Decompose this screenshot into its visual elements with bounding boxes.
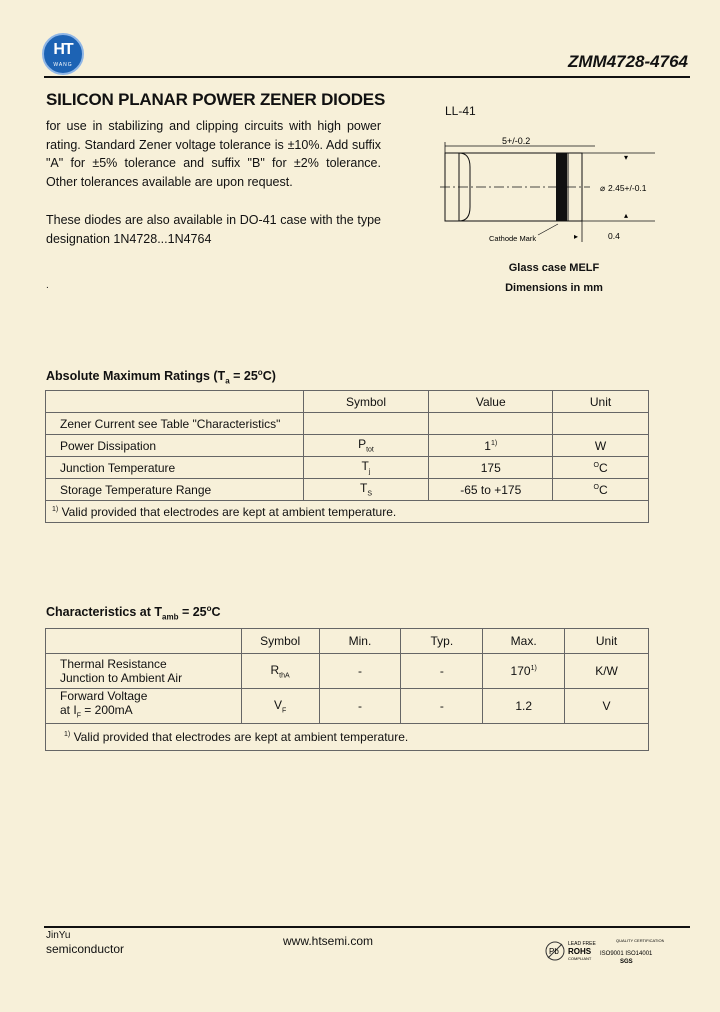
cert-iso: ISO9001 ISO14001 [600, 951, 653, 957]
unit: V [565, 689, 649, 724]
characteristics-table [45, 628, 649, 751]
company-logo [42, 33, 84, 75]
symbol: $T_j$ [303, 457, 429, 479]
stray-dot: . [46, 280, 49, 291]
logo-text: HT [53, 41, 73, 58]
diam-arrow-bottom: ▴ [624, 211, 629, 220]
description-para-2: These diodes are also available in DO-41 case with the type designation 1N4728...1N4764 [46, 213, 381, 246]
table-row [46, 654, 649, 689]
length-dim-label: 5+/-0.2 [502, 136, 531, 146]
value: 175 [429, 457, 553, 479]
website-link[interactable]: www.htsemi.com [283, 934, 374, 948]
header-typ: Typ. [401, 629, 483, 654]
band-arrow: ▸ [574, 232, 579, 241]
unit: K/W [565, 654, 649, 689]
diam-arrow-top: ▾ [624, 153, 629, 162]
max: 1.2 [483, 689, 565, 724]
header-unit: Unit [565, 629, 649, 654]
table-row [46, 457, 649, 479]
cert-lead-free: LEAD FREE [568, 941, 596, 947]
cert-compliant: COMPLIANT [568, 956, 592, 961]
company-name: JinYu [46, 930, 71, 941]
header-min: Min. [319, 629, 401, 654]
certification-marks [544, 936, 664, 966]
description-para-1: for use in stabilizing and clipping circuits with high power rating. Standard Zener voltage tolerance is ±10%. Add suffix "A" for ±5% tolerance and suffix "B" for ±2% tolerance. Other tolerances available are upon request. [46, 119, 381, 189]
diam-symbol: ⌀ [600, 183, 606, 193]
caption-dimensions: Dimensions in mm [505, 282, 603, 294]
cert-rohs: ROHS [568, 947, 592, 956]
pb-symbol: Pb [549, 947, 559, 956]
typ: - [401, 689, 483, 724]
param: Thermal Resistance Junction to Ambient Air [46, 654, 242, 689]
typ: - [401, 654, 483, 689]
cathode-label: Cathode Mark [489, 234, 537, 243]
cathode-leader [538, 224, 558, 235]
cert-sgs: SGS [620, 959, 633, 965]
unit: W [553, 435, 649, 457]
symbol [303, 413, 429, 435]
table-row [46, 413, 649, 435]
table-note-row [46, 724, 649, 751]
symbol: $P_{tot}$ [303, 435, 429, 457]
table-note-row [46, 501, 649, 523]
package-name: LL-41 [445, 104, 476, 118]
company-type: semiconductor [46, 942, 125, 956]
table-row [46, 479, 649, 501]
header-max: Max. [483, 629, 565, 654]
header-symbol: Symbol [303, 391, 429, 413]
cert-quality: QUALITY CERTIFICATION [616, 938, 664, 943]
symbol: $V_F$ [241, 689, 319, 724]
characteristics-note: $^{1)}$ Valid provided that electrodes are kept at ambient temperature. [46, 724, 649, 751]
min: - [319, 689, 401, 724]
max: 170$^{1)}$ [483, 654, 565, 689]
value: -65 to +175 [429, 479, 553, 501]
ratings-heading: Absolute Maximum Ratings $(T_a = 25^oC)$ [46, 368, 276, 386]
package-diagram [440, 132, 660, 247]
symbol: $T_S$ [303, 479, 429, 501]
unit: $^O$C [553, 479, 649, 501]
footer-divider [44, 926, 690, 928]
table-row [46, 689, 649, 724]
logo-subtext: WANG [53, 62, 73, 68]
param: Storage Temperature Range [46, 479, 304, 501]
header-unit: Unit [553, 391, 649, 413]
param: Zener Current see Table "Characteristics" [46, 413, 304, 435]
header-divider [44, 76, 690, 78]
band-dim-label: 0.4 [608, 231, 620, 241]
table-row [46, 435, 649, 457]
unit [553, 413, 649, 435]
ratings-table [45, 390, 649, 523]
part-number: ZMM4728-4764 [567, 52, 688, 71]
characteristics-heading: Characteristics at $T_{amb} = 25^oC$ [46, 604, 221, 622]
table-header-row [46, 629, 649, 654]
caption-case: Glass case MELF [508, 262, 600, 274]
unit: $^O$C [553, 457, 649, 479]
table-header-row [46, 391, 649, 413]
value [429, 413, 553, 435]
header-param [46, 391, 304, 413]
header-symbol: Symbol [241, 629, 319, 654]
min: - [319, 654, 401, 689]
symbol: $R_{thA}$ [241, 654, 319, 689]
header-param [46, 629, 242, 654]
header-value: Value [429, 391, 553, 413]
ratings-note: $^{1)}$ Valid provided that electrodes are kept at ambient temperature. [46, 501, 649, 523]
value: 1$^{1)}$ [429, 435, 553, 457]
param: Forward Voltage at $I_F = 200mA$ [46, 689, 242, 724]
param: Power Dissipation [46, 435, 304, 457]
param: Junction Temperature [46, 457, 304, 479]
diameter-dim-label: 2.45+/-0.1 [608, 183, 647, 193]
page-title: SILICON PLANAR POWER ZENER DIODES [46, 90, 386, 109]
